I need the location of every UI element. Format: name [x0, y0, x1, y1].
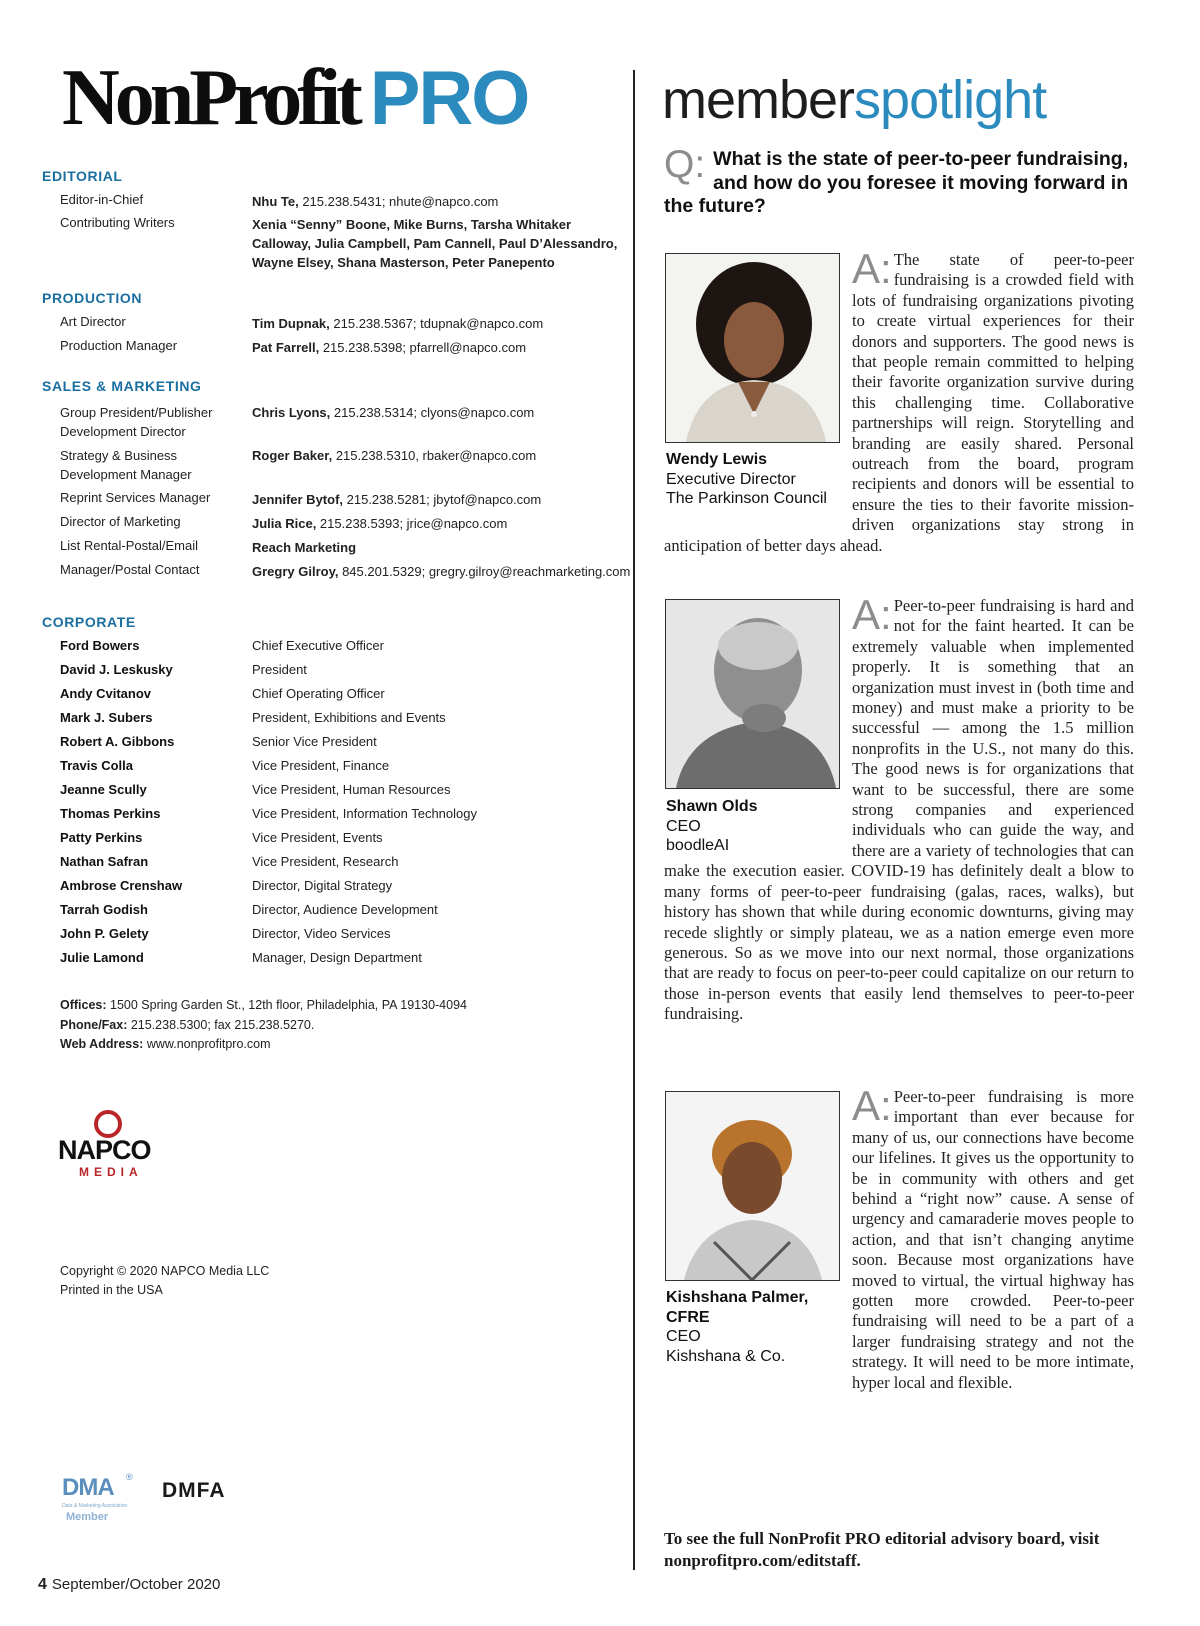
- a-letter: A:: [852, 591, 892, 638]
- row-value: Reach Marketing: [252, 540, 357, 555]
- napco-media-logo: [58, 1110, 178, 1180]
- answer-text: Peer-to-peer fundraising is hard and not for the faint hearted. It can be extremely valuable when implemented properly. It is something that an organization must invest in (both time and money) and must make a priority to be successful — among the 1.5 million nonprofits in the U.S., not many do this. The good news is for organizations that want to be successful, there are some strong companies and experienced individuals who can guide the way, and there are a variety of technologies that can make the execution easier. COVID-19 has definitely dealt a blow to many forms of peer-to-peer fundraising (galas, races, walks), but history has shown that while during economic downturns, giving may recede slightly or simply plateau, we as a nation emerge even more generous. So as we move into our next normal, those organizations that are ready to focus on peer-to-peer could capitalize on our return to those in-person events that easily lend themselves to peer-to-peer fundraising.: [664, 596, 1134, 1024]
- nonprofit-pro-logo: [62, 54, 529, 142]
- editorial-heading: EDITORIAL: [42, 168, 123, 184]
- row-label: Editor-in-Chief: [60, 192, 144, 207]
- person-name: Wendy Lewis: [666, 451, 768, 468]
- member-spotlight-title: [662, 70, 1046, 130]
- question-text: What is the state of peer-to-peer fundraising, and how do you foresee it moving forward in the future?: [664, 148, 1129, 217]
- corp-title: Chief Operating Officer: [252, 686, 385, 701]
- corp-name: Tarrah Godish: [60, 902, 148, 917]
- advisory-board-note: To see the full NonProfit PRO editorial advisory board, visit nonprofitpro.com/editstaff.: [664, 1529, 1100, 1570]
- corp-name: Thomas Perkins: [60, 806, 161, 821]
- corp-name: John P. Gelety: [60, 926, 149, 941]
- row-value: Gregry Gilroy, 845.201.5329; gregry.gilroy@reachmarketing.com: [252, 564, 631, 579]
- logo-nonprofit: NonProfit: [62, 54, 358, 142]
- person-title: Executive Director: [666, 470, 796, 488]
- person-name: Kishshana Palmer, CFRE: [666, 1289, 809, 1326]
- production-heading: PRODUCTION: [42, 290, 143, 306]
- office-address: [60, 996, 467, 1055]
- corp-title: Vice President, Finance: [252, 758, 390, 773]
- logo-pro: PRO: [369, 56, 529, 141]
- person-name: Shawn Olds: [666, 798, 758, 815]
- sales-marketing-heading: SALES & MARKETING: [42, 378, 202, 394]
- corporate-heading: CORPORATE: [42, 614, 136, 630]
- corp-title: Manager, Design Department: [252, 950, 422, 965]
- page-folio: [38, 1576, 220, 1594]
- corp-name: Ambrose Crenshaw: [60, 878, 183, 893]
- row-value: Pat Farrell, 215.238.5398; pfarrell@napco.com: [252, 340, 527, 355]
- corp-title: President, Exhibitions and Events: [252, 710, 446, 725]
- dma-member: Member: [66, 1511, 109, 1523]
- person-org: Kishshana & Co.: [666, 1347, 786, 1365]
- a-letter: A:: [852, 245, 892, 292]
- q-letter: Q:: [664, 143, 706, 186]
- row-label: List Rental-Postal/Email: [60, 538, 198, 553]
- issue-date: September/October 2020: [51, 1576, 221, 1593]
- answer-2: [664, 591, 1134, 1025]
- question: [664, 143, 1142, 219]
- copyright: [60, 1262, 269, 1300]
- title-spotlight: spotlight: [854, 70, 1047, 130]
- corp-title: Director, Audience Development: [252, 902, 438, 917]
- person-title: CEO: [666, 1328, 701, 1345]
- answer-text: The state of peer-to-peer fundraising is a crowded field with lots of fundraising organizations pivoting to create virtual experiences for their donors and supporters. The good news is that people remain committed to helping their favorite organization survive during this challenging time. Collaborative partnerships will reign. Storytelling and branding are easily shared. Personal outreach from the board, program recipients and donors will be essential to ensure the ties to their favorite mission-driven organizations stay strong in anticipation of better days ahead.: [664, 250, 1134, 555]
- offices-line: Offices: 1500 Spring Garden St., 12th floor, Philadelphia, PA 19130-4094: [60, 998, 467, 1012]
- a-letter: A:: [852, 1082, 892, 1129]
- dma-registered: ®: [126, 1472, 133, 1482]
- napco-media-word: MEDIA: [79, 1165, 143, 1179]
- corp-title: Vice President, Information Technology: [252, 806, 477, 821]
- corp-title: President: [252, 662, 307, 677]
- row-value: Chris Lyons, 215.238.5314; clyons@napco.com: [252, 405, 535, 420]
- corp-title: Vice President, Events: [252, 830, 383, 845]
- corp-title: Vice President, Human Resources: [252, 782, 451, 797]
- phone-line: Phone/Fax: 215.238.5300; fax 215.238.5270.: [60, 1017, 315, 1032]
- corp-title: Director, Video Services: [252, 926, 391, 941]
- printed-line: Printed in the USA: [60, 1283, 163, 1297]
- corp-name: Robert A. Gibbons: [60, 734, 175, 749]
- answer-text: Peer-to-peer fundraising is more important than ever because for many of us, our connections have become our lifelines. It gives us the opportunity to be in community with others and get behind a “right now” cause. A sense of urgency and camaraderie moves people to action, and that isn’t changing anytime soon. Because most organizations have moved to virtual, the virtual highway has gotten more crowded. Peer-to-peer fundraising will need to be a part of a larger fundraising strategy and not the strategy. It will need to be more intimate, hyper local and flexible.: [852, 1087, 1134, 1392]
- row-label: Reprint Services Manager: [60, 490, 211, 505]
- corp-name: David J. Leskusky: [60, 662, 173, 677]
- dmfa-logo: DMFA: [162, 1479, 226, 1502]
- answer-3: [664, 1082, 1134, 1393]
- napco-ring-icon: [94, 1110, 122, 1138]
- row-value: Tim Dupnak, 215.238.5367; tdupnak@napco.com: [252, 316, 544, 331]
- corp-title: Senior Vice President: [252, 734, 377, 749]
- row-label: Manager/Postal Contact: [60, 562, 200, 577]
- corp-name: Ford Bowers: [60, 638, 140, 653]
- title-member: member: [662, 70, 855, 130]
- corp-title: Director, Digital Strategy: [252, 878, 393, 893]
- corp-name: Nathan Safran: [60, 854, 149, 869]
- corp-title: Chief Executive Officer: [252, 638, 384, 653]
- dma-member-logo: [60, 1474, 140, 1524]
- row-label: Art Director: [60, 314, 126, 329]
- dma-text: DMA: [62, 1474, 114, 1501]
- answer-1: [664, 245, 1134, 556]
- row-label: Group President/Publisher Development Director: [60, 405, 213, 439]
- napco-word: NAPCO: [58, 1135, 151, 1165]
- corp-name: Mark J. Subers: [60, 710, 153, 725]
- corp-name: Patty Perkins: [60, 830, 143, 845]
- row-label: Contributing Writers: [60, 215, 175, 230]
- row-label: Production Manager: [60, 338, 178, 353]
- column-divider: [633, 70, 635, 1570]
- corp-name: Julie Lamond: [60, 950, 144, 965]
- corp-name: Andy Cvitanov: [60, 686, 152, 701]
- corp-title: Vice President, Research: [252, 854, 399, 869]
- row-label: Strategy & Business Development Manager: [60, 448, 192, 482]
- dma-tagline: Data & Marketing Association: [62, 1503, 128, 1509]
- person-org: The Parkinson Council: [666, 490, 827, 507]
- copyright-line: Copyright © 2020 NAPCO Media LLC: [60, 1264, 270, 1278]
- corp-name: Jeanne Scully: [60, 782, 147, 797]
- corp-name: Travis Colla: [60, 758, 133, 773]
- row-value: Xenia “Senny” Boone, Mike Burns, Tarsha Whitaker Calloway, Julia Campbell, Pam Cannell, Paul D’Alessandro, Wayne Elsey, Shana Masterson, Peter Panepento: [252, 217, 618, 270]
- row-value: Nhu Te, 215.238.5431; nhute@napco.com: [252, 194, 499, 209]
- page-number: 4: [38, 1576, 47, 1593]
- person-title: CEO: [666, 817, 701, 835]
- row-value: Roger Baker, 215.238.5310, rbaker@napco.com: [252, 448, 537, 463]
- person-org: boodleAI: [666, 837, 730, 854]
- web-line: Web Address: www.nonprofitpro.com: [60, 1037, 271, 1051]
- row-value: Julia Rice, 215.238.5393; jrice@napco.com: [252, 516, 508, 531]
- row-value: Jennifer Bytof, 215.238.5281; jbytof@napco.com: [252, 492, 542, 507]
- row-label: Director of Marketing: [60, 514, 181, 529]
